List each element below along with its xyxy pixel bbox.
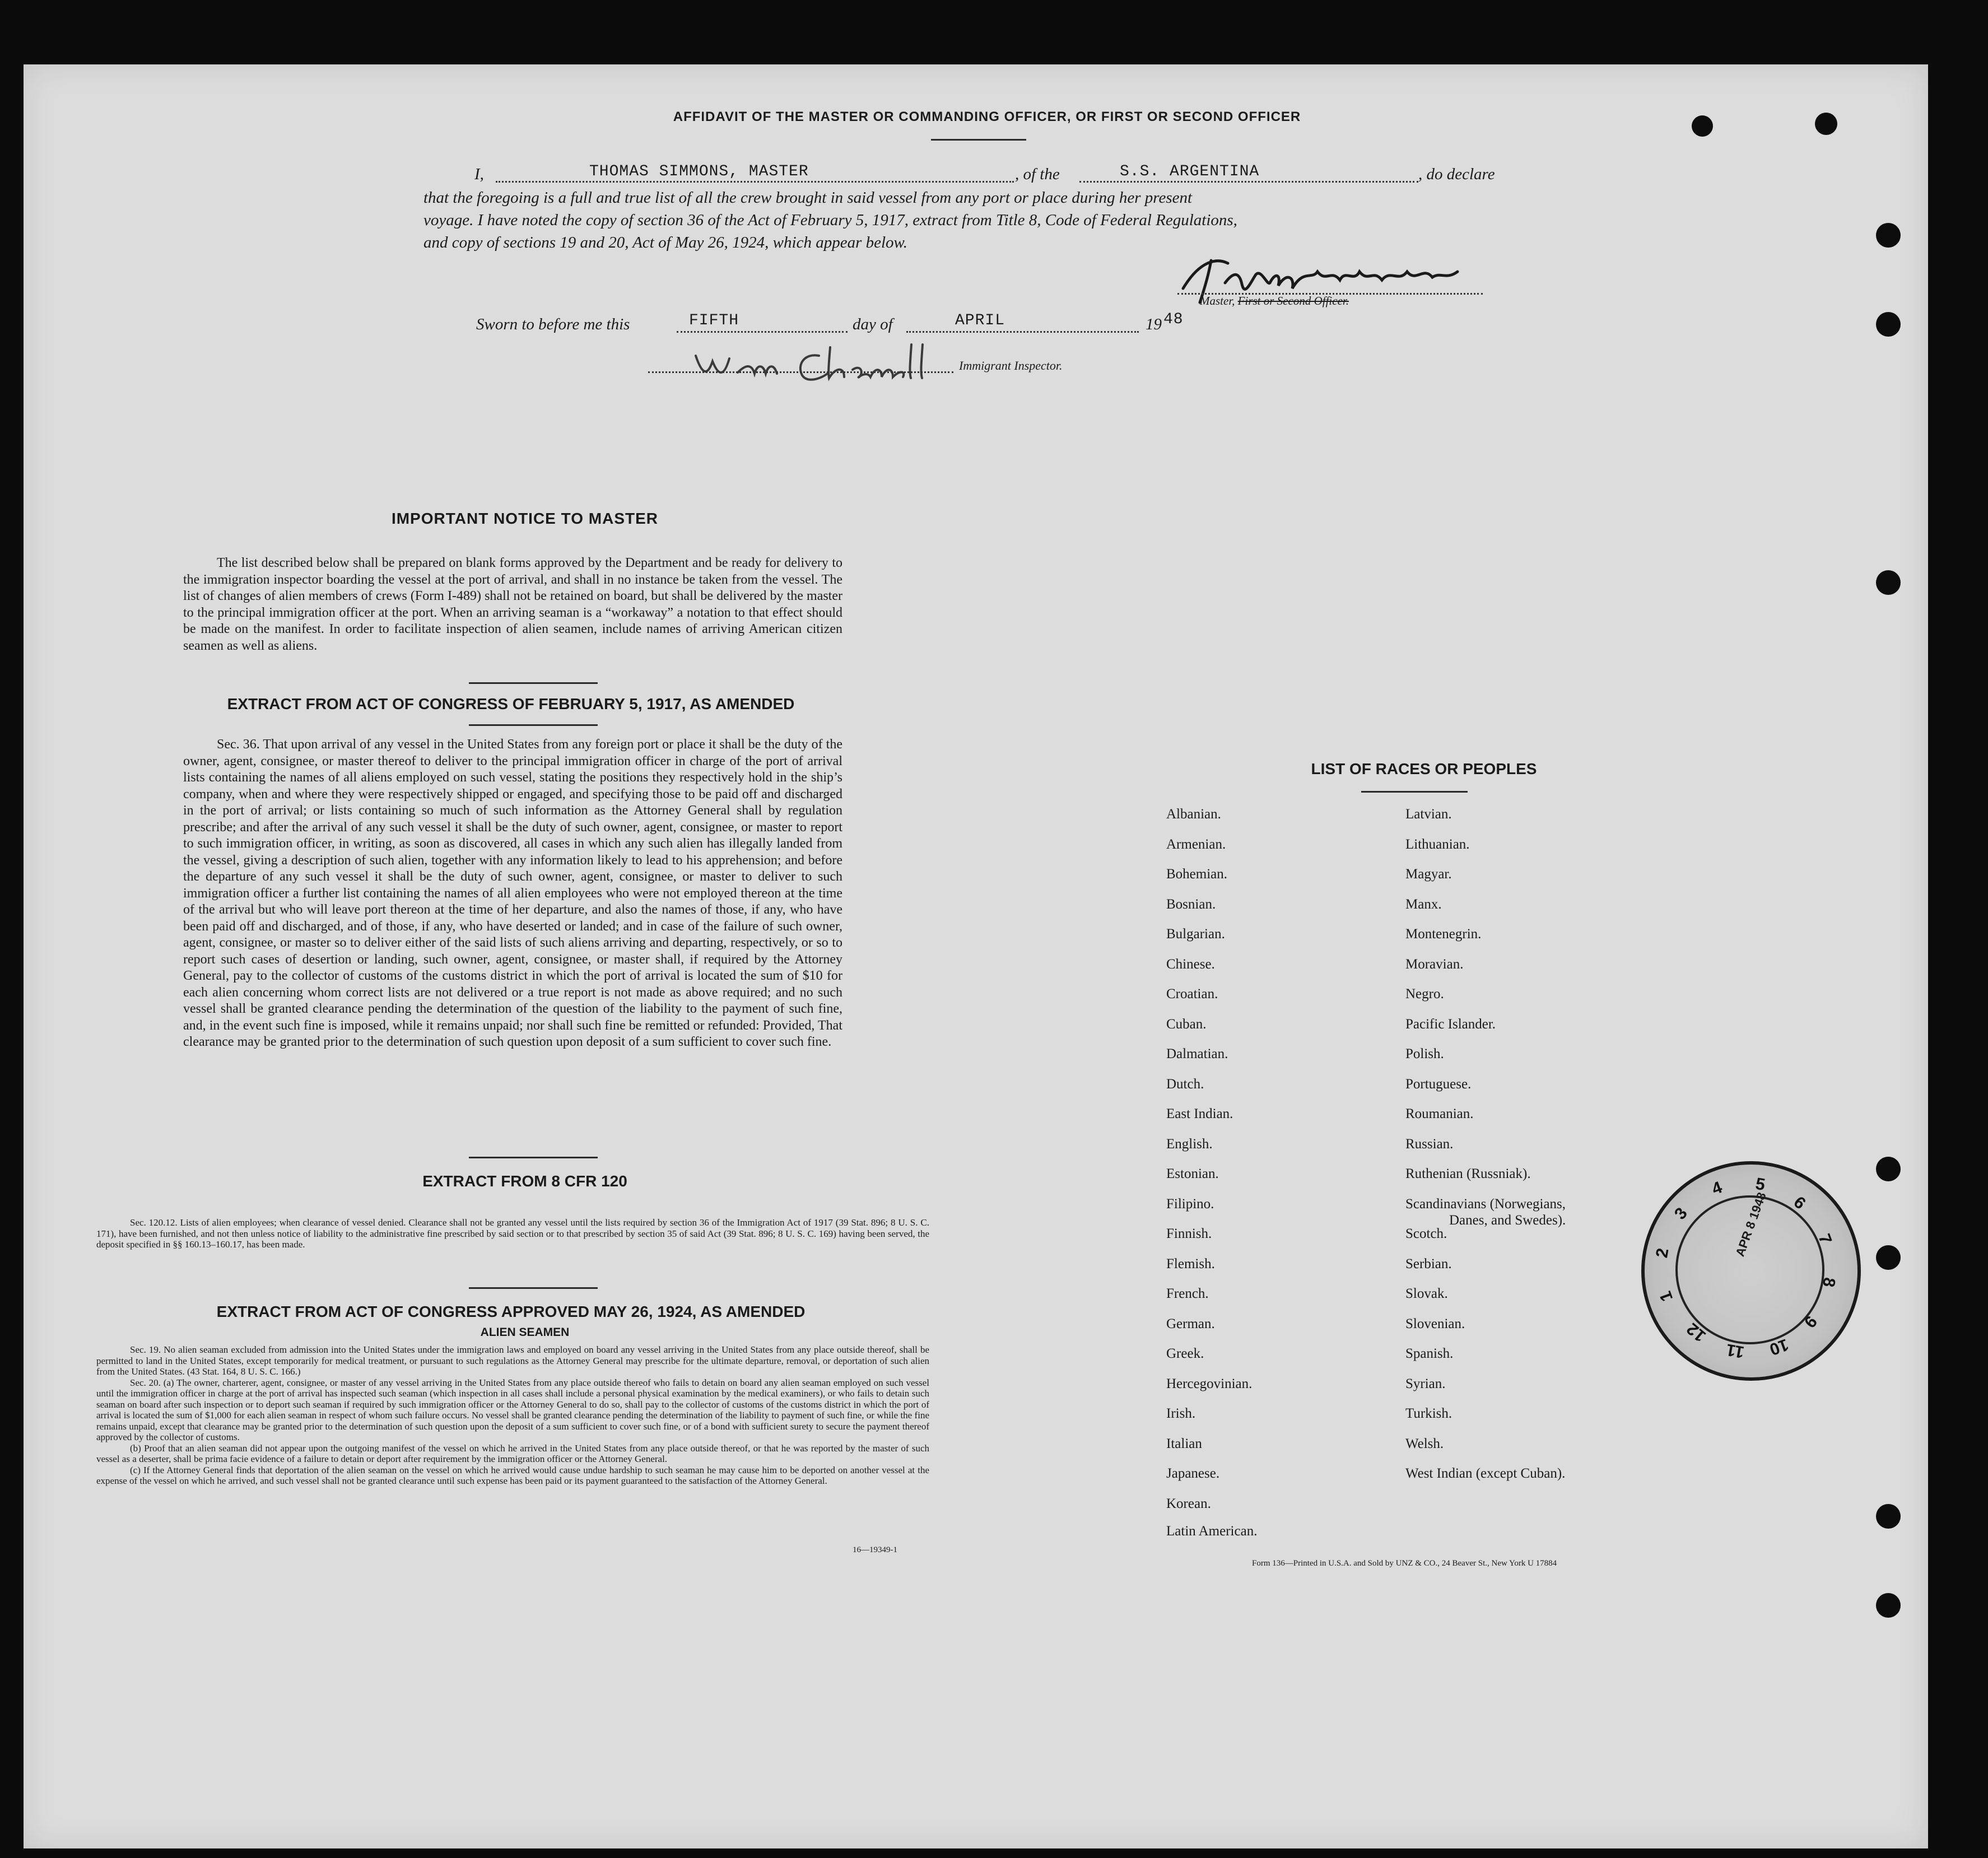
i-label: I, (474, 165, 484, 183)
race-item: Slovak. (1405, 1286, 1448, 1301)
race-item: Manx. (1405, 896, 1442, 912)
sworn-label: Sworn to before me this (476, 315, 630, 333)
divider (1361, 791, 1468, 793)
race-item: Bohemian. (1166, 867, 1228, 882)
race-item: Latin American. (1166, 1524, 1258, 1539)
race-item: Finnish. (1166, 1226, 1212, 1241)
affidavit-line-4: and copy of sections 19 and 20, Act of May 26, 1924, which appear below. (423, 234, 907, 252)
race-item: Cuban. (1166, 1016, 1207, 1032)
race-item: Magyar. (1405, 867, 1452, 882)
do-declare-label: , do declare (1418, 165, 1495, 183)
punch-hole (1876, 312, 1901, 337)
inspector-caption: Immigrant Inspector. (959, 358, 1063, 372)
day-of-label: day of (853, 315, 893, 333)
race-item: Syrian. (1405, 1376, 1446, 1391)
sworn-line (476, 311, 1204, 338)
race-item: Albanian. (1166, 807, 1221, 822)
notice-paragraph: The list described below shall be prepared on blank forms approved by the Department and be ready for delivery to the immigration inspector boarding the vessel at the port of arrival, and shall in no instance be taken from the vessel. The list of changes of alien members of crews (Form I-489) shall not be retained on board, but shall be delivered by the master to the principal immigration officer at the port. When an arriving seaman is a “workaway” a notation to that effect should be made on the manifest. In order to facilitate inspection of alien seamen, include names of arriving American citizen seamen as well as aliens. (183, 556, 842, 653)
race-item: Irish. (1166, 1406, 1196, 1421)
race-item: Italian (1166, 1436, 1202, 1451)
punch-hole (1876, 223, 1901, 248)
printer-footer: Form 136—Printed in U.S.A. and Sold by UNZ & CO., 24 Beaver St., New York U 17884 (1252, 1559, 1557, 1568)
race-item: West Indian (except Cuban). (1405, 1466, 1566, 1481)
year-suffix: 48 (1163, 311, 1184, 328)
extract-1917-title: EXTRACT FROM ACT OF CONGRESS OF FEBRUARY 5, 1917, AS AMENDED (227, 695, 795, 713)
stamp-number: 2 (1652, 1246, 1673, 1259)
race-item: Danes, and Swedes). (1449, 1212, 1566, 1228)
punch-hole (1876, 570, 1901, 595)
race-item: Dutch. (1166, 1076, 1204, 1092)
notice-text (183, 555, 842, 654)
vessel-name: S.S. ARGENTINA (1120, 163, 1260, 180)
race-item: German. (1166, 1316, 1215, 1331)
sworn-day: FIFTH (689, 312, 739, 329)
race-item: Filipino. (1166, 1196, 1214, 1212)
extract-1924-text (96, 1344, 929, 1487)
race-item: Scandinavians (Norwegians, (1405, 1196, 1566, 1212)
stamp-center-text: APR 8 1948 (1733, 1190, 1769, 1259)
section-36-paragraph: Sec. 36. That upon arrival of any vessel in the United States from any foreign port or place it shall be the duty of the owner, agent, consignee, or master thereof to deliver to the principal immigration officer in charge of the port of arrival lists containing the names of all aliens employed on such vessel, stating the positions they respectively hold in the ship’s company, when and where they were respectively shipped or engaged, and specifying those to be paid off and discharged in the port of arrival; or lists containing so much of such information as the Attorney General shall by regulation prescribe; and after the arrival of any such vessel it shall be the duty of such owner, agent, consignee, or master to report to such immigration officer, in writing, as soon as discovered, all cases in which any such alien has illegally landed from the vessel, giving a description of such alien, together with any information likely to lead to his apprehension; and before the departure of any such vessel it shall be the duty of such owner, agent, consignee, or master to deliver to such immigration officer a further list containing the names of all alien employees who were not employed thereon at the time of the arrival but who will leave port thereon at the time of her departure, and also the names of those, if any, who have been paid off and discharged, and of those, if any, who have deserted or landed; and in case of the failure of such owner, agent, consignee, or master so to deliver either of the said lists of such aliens arriving and departing, respectively, or so to report such cases of desertion or landing, such owner, agent, consignee, or master shall, if required by the Attorney General, pay to the collector of customs of the customs district in which the port of arrival is located the sum of $10 for each alien concerning whom correct lists are not delivered or a true report is not made as above required; and no such vessel shall be granted clearance pending the determination of the question of the liability to the payment of such fine, and, in the event such fine is imposed, while it remains unpaid; nor shall such fine be remitted or refunded: Provided, That clearance may be granted prior to the determination of such question upon deposit of a sum sufficient to cover such fine. (183, 737, 842, 1049)
race-item: Latvian. (1405, 807, 1452, 822)
divider (469, 682, 598, 684)
race-item: Scotch. (1405, 1226, 1447, 1241)
stamp-number: 6 (1790, 1193, 1810, 1213)
race-item: Russian. (1405, 1136, 1454, 1152)
race-item: Slovenian. (1405, 1316, 1465, 1331)
affidavit-title: AFFIDAVIT OF THE MASTER OR COMMANDING OFFICER, OR FIRST OR SECOND OFFICER (673, 109, 1301, 124)
immigration-date-stamp (1641, 1161, 1861, 1381)
race-item: Chinese. (1166, 956, 1215, 972)
master-name: THOMAS SIMMONS, MASTER (589, 163, 809, 180)
stamp-number: 1 (1656, 1288, 1677, 1304)
race-item: English. (1166, 1136, 1213, 1152)
day-dotted-line (677, 331, 848, 333)
stamp-number: 10 (1767, 1335, 1791, 1359)
stamp-number: 7 (1814, 1231, 1836, 1247)
inspector-signature-scribble (685, 339, 953, 389)
race-item: Dalmatian. (1166, 1046, 1228, 1061)
races-title: LIST OF RACES OR PEOPLES (1311, 760, 1537, 777)
race-item: Moravian. (1405, 956, 1464, 972)
race-item: Croatian. (1166, 986, 1218, 1002)
race-item: Bulgarian. (1166, 926, 1225, 942)
form-code: 16—19349-1 (853, 1545, 897, 1554)
divider (469, 724, 598, 726)
stamp-number: 5 (1754, 1175, 1767, 1195)
cfr-title: EXTRACT FROM 8 CFR 120 (422, 1172, 627, 1190)
race-item: Estonian. (1166, 1166, 1219, 1181)
affidavit-line-1 (474, 165, 1505, 188)
month-dotted-line (906, 331, 1139, 333)
punch-hole (1876, 1245, 1901, 1270)
stamp-number: 9 (1800, 1312, 1821, 1331)
section-20a-paragraph: Sec. 20. (a) The owner, charterer, agent, consignee, or master of any vessel arriving in the United States from any place outside thereof who fails to detain on board any alien seaman employed on such vessel until the immigration officer in charge at the port of arrival has inspected such seaman (which inspection in all cases shall include a personal physical examination by the medical examiners), or who fails to detain such seaman on board after such inspection or to deport such seaman if required by such immigration officer or the Attorney General to do so, shall pay to the collector of customs of the customs district in which the port of arrival is located the sum of $1,000 for each alien seaman in respect of whom such failure occurs. No vessel shall be granted clearance pending the determination of the liability to payment of such fine, or while the fine remains unpaid, except that clearance may be granted prior to the determination of such question upon the deposit of a sum sufficient to cover such fine, or of a bond with sufficient surety to secure the payment thereof approved by the collector of customs. (96, 1377, 929, 1442)
affidavit-line-2: that the foregoing is a full and true list of all the crew brought in said vessel from any port or place during her present (423, 189, 1193, 207)
punch-hole (1876, 1504, 1901, 1529)
section-20c-paragraph: (c) If the Attorney General finds that deportation of the alien seaman on the vessel on which he arrived would cause undue hardship to such seaman he may cause him to be deported on another vessel at the expense of the vessel on which he arrived, and such vessel shall not be granted clearance until such expense has been paid or its payment guaranteed to the satisfaction of the Attorney General. (96, 1464, 929, 1486)
race-item: Flemish. (1166, 1256, 1215, 1272)
affidavit-line-3: voyage. I have noted the copy of section 36 of the Act of February 5, 1917, extract from Title 8, Code of Federal Regulations, (423, 211, 1237, 229)
race-item: Negro. (1405, 986, 1444, 1002)
race-item: East Indian. (1166, 1106, 1233, 1121)
divider (469, 1157, 598, 1158)
section-20b-paragraph: (b) Proof that an alien seaman did not appear upon the outgoing manifest of the vessel on which he arrived in the United States from any place outside thereof, or that he was reported by the master of such vessel as a deserter, shall be prima facie evidence of a failure to detain or deport after requirement by the immigration officer or the Attorney General. (96, 1442, 929, 1464)
race-item: French. (1166, 1286, 1209, 1301)
race-item: Portuguese. (1405, 1076, 1472, 1092)
stamp-number: 3 (1671, 1204, 1692, 1223)
race-item: Hercegovinian. (1166, 1376, 1253, 1391)
race-item: Armenian. (1166, 836, 1226, 852)
vessel-dotted-line (1079, 181, 1418, 183)
race-item: Pacific Islander. (1405, 1016, 1496, 1032)
race-item: Japanese. (1166, 1466, 1220, 1481)
section-19-paragraph: Sec. 19. No alien seaman excluded from admission into the United States under the immigration laws and employed on board any vessel arriving in the United States from any place outside thereof, shall be permitted to land in the United States, except temporarily for medical treatment, or pursuant to such regulations as the Attorney General may prescribe for the ultimate departure, removal, or deportation of such alien from the United States. (43 Stat. 164, 8 U. S. C. 166.) (96, 1344, 929, 1377)
extract-1924-subtitle: ALIEN SEAMEN (480, 1326, 570, 1339)
stamp-number: 12 (1683, 1319, 1710, 1345)
race-item: Bosnian. (1166, 896, 1216, 912)
stamp-number: 11 (1725, 1340, 1746, 1362)
punch-hole (1692, 115, 1713, 137)
year-prefix: 19 (1146, 315, 1162, 333)
race-item: Roumanian. (1405, 1106, 1474, 1121)
stamp-number: 4 (1709, 1178, 1725, 1199)
inspector-signature (685, 339, 953, 389)
master-caption-prefix: Master, (1200, 294, 1235, 308)
race-item: Welsh. (1405, 1436, 1444, 1451)
cfr-text (96, 1217, 929, 1250)
race-item: Serbian. (1405, 1256, 1452, 1272)
notice-title: IMPORTANT NOTICE TO MASTER (391, 510, 659, 527)
divider (469, 1287, 598, 1289)
punch-hole (1876, 1593, 1901, 1618)
stamp-number: 8 (1818, 1276, 1839, 1289)
race-item: Ruthenian (Russniak). (1405, 1166, 1531, 1181)
race-item: Montenegrin. (1405, 926, 1482, 942)
race-item: Turkish. (1405, 1406, 1452, 1421)
extract-1924-title: EXTRACT FROM ACT OF CONGRESS APPROVED MAY 26, 1924, AS AMENDED (216, 1303, 806, 1320)
race-item: Polish. (1405, 1046, 1444, 1061)
name-dotted-line (496, 181, 1014, 183)
cfr-paragraph: Sec. 120.12. Lists of alien employees; when clearance of vessel denied. Clearance shall not be granted any vessel until the lists required by section 36 of the Immigration Act of 1917 (39 Stat. 896; 8 U. S. C. 171), have been furnished, and not then unless notice of liability to the administrative fine prescribed by said section or to that prescribed by section 35 of said Act (39 Stat. 896; 8 U. S. C. 169) having been served, the deposit specified in §§ 160.13–160.17, has been made. (96, 1217, 929, 1250)
punch-hole (1876, 1157, 1901, 1181)
race-item: Spanish. (1405, 1346, 1454, 1361)
sworn-month: APRIL (955, 312, 1005, 329)
race-item: Korean. (1166, 1496, 1211, 1511)
extract-1917-text (183, 737, 842, 1051)
inspector-dotted-line (648, 371, 953, 373)
master-caption-struck: First or Second Officer. (1237, 294, 1349, 308)
master-caption (1200, 294, 1349, 308)
of-the-label: , of the (1015, 165, 1060, 183)
race-item: Lithuanian. (1405, 836, 1470, 852)
punch-hole (1815, 113, 1837, 135)
race-item: Greek. (1166, 1346, 1204, 1361)
document-sheet (24, 64, 1928, 1848)
divider (931, 139, 1026, 141)
